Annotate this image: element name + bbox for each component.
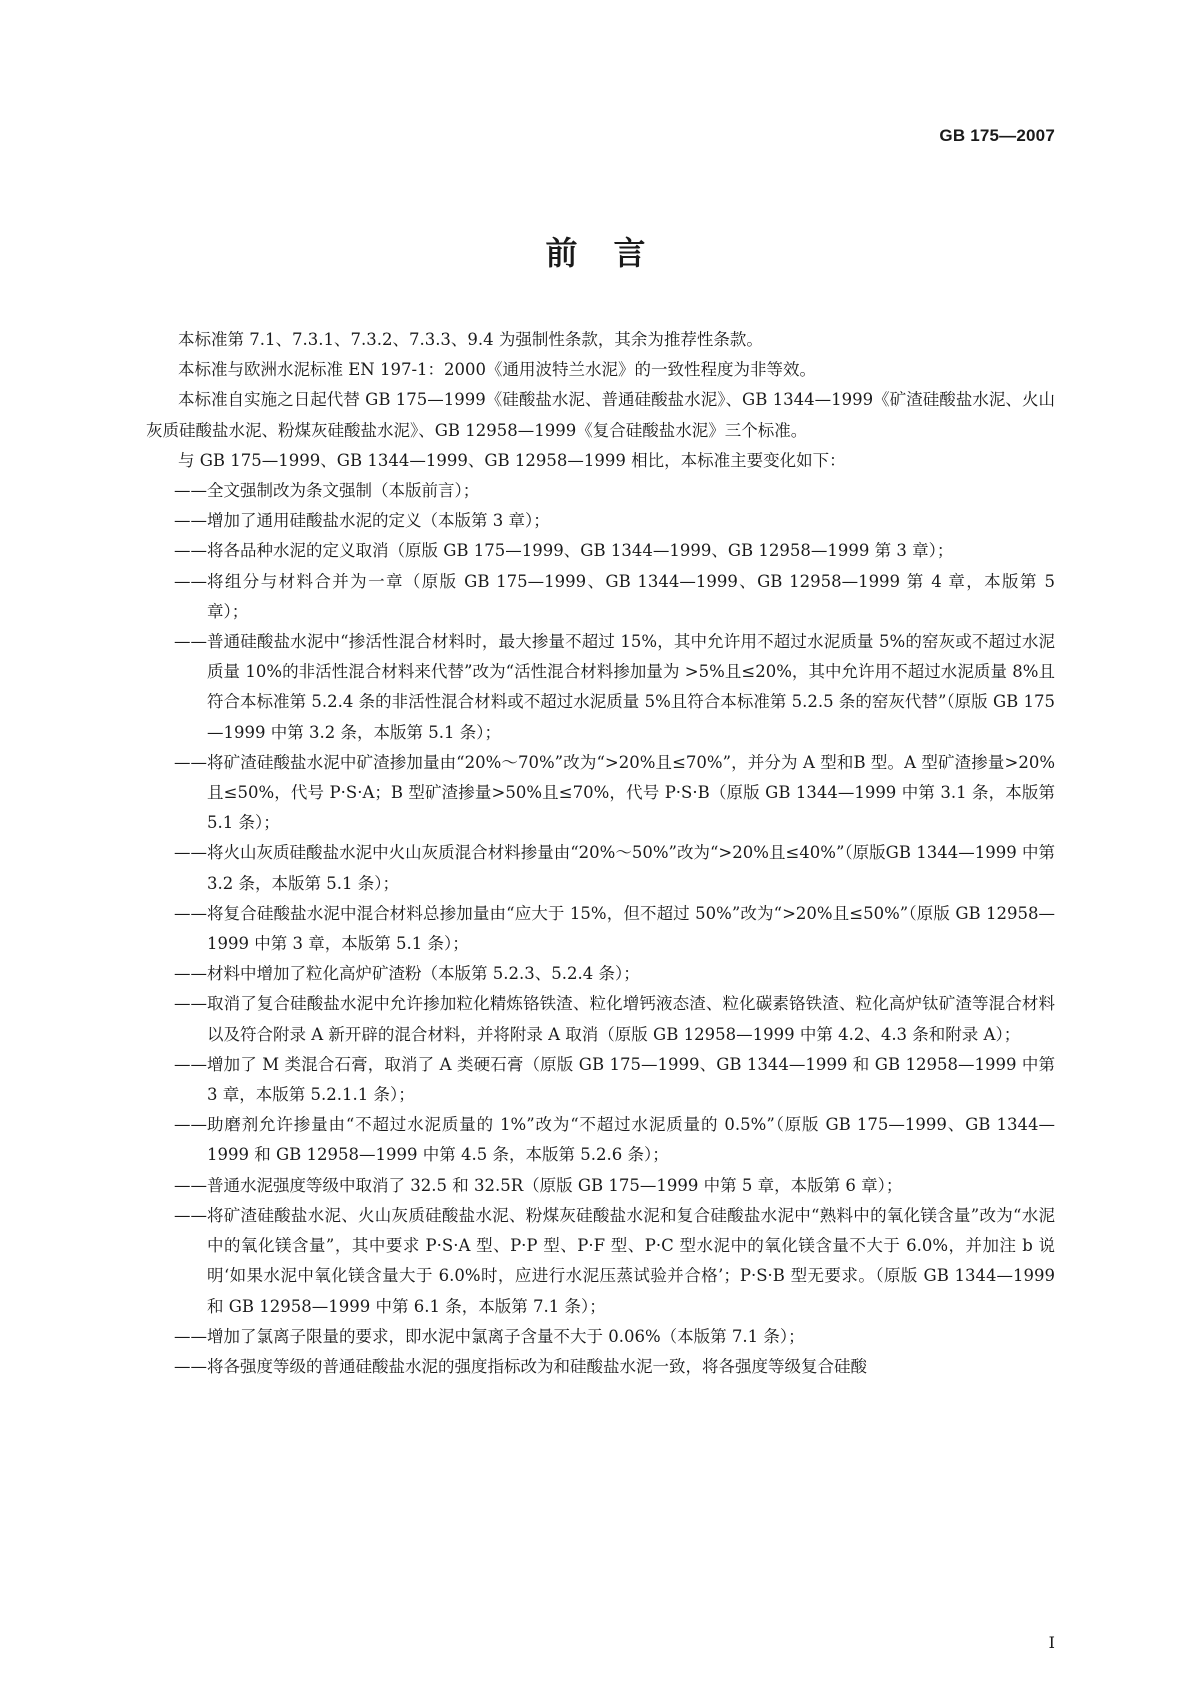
change-item-text: 普通水泥强度等级中取消了 32.5 和 32.5R（原版 GB 175—1999 中第 5 章，本版第 6 章）； xyxy=(207,1175,903,1195)
change-item-text: 将复合硅酸盐水泥中混合材料总掺加量由“应大于 15%，但不超过 50%”改为“>20%且≤50%”（原版 GB 12958—1999 中第 3 章，本版第 5.1 条）； xyxy=(207,903,1055,954)
change-item xyxy=(146,959,1055,989)
page-title: 前言 xyxy=(545,234,682,272)
change-item-text: 增加了氯离子限量的要求，即水泥中氯离子含量不大于 0.06%（本版第 7.1 条）； xyxy=(207,1326,805,1346)
change-item-text: 将矿渣硅酸盐水泥中矿渣掺加量由“20%～70%”改为“>20%且≤70%”，并分为 A 型和B 型。A 型矿渣掺量>20%且≤50%，代号 P·S·A；B 型矿渣掺量>50%且≤70%，代号 P·S·B（原版 GB 1344—1999 中第 3.1 条，本版第 5.1 条）； xyxy=(207,752,1055,833)
change-item-text: 全文强制改为条文强制（本版前言）； xyxy=(207,481,480,501)
change-item xyxy=(146,1322,1055,1352)
change-item xyxy=(146,1201,1055,1322)
change-item xyxy=(146,1171,1055,1201)
paragraph: 本标准与欧洲水泥标准 EN 197-1：2000《通用波特兰水泥》的一致性程度为非等效。 xyxy=(178,360,817,380)
change-item xyxy=(146,476,1055,506)
dash-marker: —— xyxy=(174,1356,207,1376)
change-item-text: 将矿渣硅酸盐水泥、火山灰质硅酸盐水泥、粉煤灰硅酸盐水泥和复合硅酸盐水泥中“熟料中的氧化镁含量”改为“水泥中的氧化镁含量”，其中要求 P·S·A 型、P·P 型、P·F 型、P·C 型水泥中的氧化镁含量不大于 6.0%，并加注 b 说明‘如果水泥中氧化镁含量大于 6.0%时，应进行水泥压蒸试验并合格’；P·S·B 型无要求。（原版 GB 1344—1999 和 GB 12958—1999 中第 6.1 条，本版第 7.1 条）； xyxy=(207,1205,1055,1316)
change-item xyxy=(146,627,1055,748)
paragraph: 本标准自实施之日起代替 GB 175—1999《硅酸盐水泥、普通硅酸盐水泥》、GB 1344—1999《矿渣硅酸盐水泥、火山灰质硅酸盐水泥、粉煤灰硅酸盐水泥》、GB 12958—1999《复合硅酸盐水泥》三个标准。 xyxy=(146,390,1055,440)
change-item-text: 取消了复合硅酸盐水泥中允许掺加粒化精炼铬铁渣、粒化增钙液态渣、粒化碳素铬铁渣、粒化高炉钛矿渣等混合材料以及符合附录 A 新开辟的混合材料，并将附录 A 取消（原版 GB 12958—1999 中第 4.2、4.3 条和附录 A）； xyxy=(207,994,1055,1044)
change-item-text: 将组分与材料合并为一章（原版 GB 175—1999、GB 1344—1999、GB 12958—1999 第 4 章，本版第 5 章）； xyxy=(207,571,1055,621)
dash-marker: —— xyxy=(174,1326,207,1346)
change-item xyxy=(146,536,1055,566)
change-item xyxy=(146,989,1055,1049)
dash-marker: —— xyxy=(174,481,207,501)
dash-marker: —— xyxy=(174,994,207,1014)
dash-marker: —— xyxy=(174,903,207,923)
change-item xyxy=(146,506,1055,536)
change-item-text: 将各品种水泥的定义取消（原版 GB 175—1999、GB 1344—1999、GB 12958—1999 第 3 章）； xyxy=(207,541,954,561)
paragraph: 与 GB 175—1999、GB 1344—1999、GB 12958—1999 相比，本标准主要变化如下： xyxy=(178,450,846,470)
change-item-text: 增加了 M 类混合石膏，取消了 A 类硬石膏（原版 GB 175—1999、GB 1344—1999 和 GB 12958—1999 中第 3 章，本版第 5.2.1.1 条）； xyxy=(207,1054,1055,1105)
dash-marker: —— xyxy=(174,1115,207,1135)
paragraph: 本标准第 7.1、7.3.1、7.3.2、7.3.3、9.4 为强制性条款，其余为推荐性条款。 xyxy=(178,330,763,349)
change-item xyxy=(146,838,1055,898)
change-item xyxy=(146,748,1055,839)
change-item xyxy=(146,1110,1055,1170)
dash-marker: —— xyxy=(174,632,207,652)
dash-marker: —— xyxy=(174,1205,207,1225)
dash-marker: —— xyxy=(174,964,207,984)
change-item-text: 材料中增加了粒化高炉矿渣粉（本版第 5.2.3、5.2.4 条）； xyxy=(207,964,640,984)
document-body xyxy=(146,325,1055,1382)
change-item xyxy=(146,1050,1055,1110)
page-number: I xyxy=(1048,1633,1055,1652)
dash-marker: —— xyxy=(174,541,207,561)
change-item xyxy=(146,567,1055,627)
change-item xyxy=(146,1352,1055,1382)
change-item-text: 增加了通用硅酸盐水泥的定义（本版第 3 章）； xyxy=(207,511,550,531)
standard-code: GB 175—2007 xyxy=(939,126,1055,145)
change-item xyxy=(146,899,1055,959)
dash-marker: —— xyxy=(174,1054,207,1074)
change-item-text: 普通硅酸盐水泥中“掺活性混合材料时，最大掺量不超过 15%，其中允许用不超过水泥质量 5%的窑灰或不超过水泥质量 10%的非活性混合材料来代替”改为“活性混合材料掺加量为 >5%且≤20%，其中允许用不超过水泥质量 8%且符合本标准第 5.2.4 条的非活性混合材料或不超过水泥质量 5%且符合本标准第 5.2.5 条的窑灰代替”（原版 GB 175—1999 中第 3.2 条，本版第 5.1 条）； xyxy=(207,632,1055,742)
dash-marker: —— xyxy=(174,511,207,531)
dash-marker: —— xyxy=(174,843,207,863)
change-item-text: 将火山灰质硅酸盐水泥中火山灰质混合材料掺量由“20%～50%”改为“>20%且≤40%”（原版GB 1344—1999 中第 3.2 条，本版第 5.1 条）； xyxy=(207,843,1055,893)
dash-marker: —— xyxy=(174,571,207,591)
change-item-text: 将各强度等级的普通硅酸盐水泥的强度指标改为和硅酸盐水泥一致，将各强度等级复合硅酸 xyxy=(207,1356,867,1376)
dash-marker: —— xyxy=(174,752,207,772)
change-item-text: 助磨剂允许掺量由“不超过水泥质量的 1%”改为“不超过水泥质量的 0.5%”（原版 GB 175—1999、GB 1344—1999 和 GB 12958—1999 中第 4.5 条，本版第 5.2.6 条）； xyxy=(207,1115,1055,1165)
dash-marker: —— xyxy=(174,1175,207,1195)
